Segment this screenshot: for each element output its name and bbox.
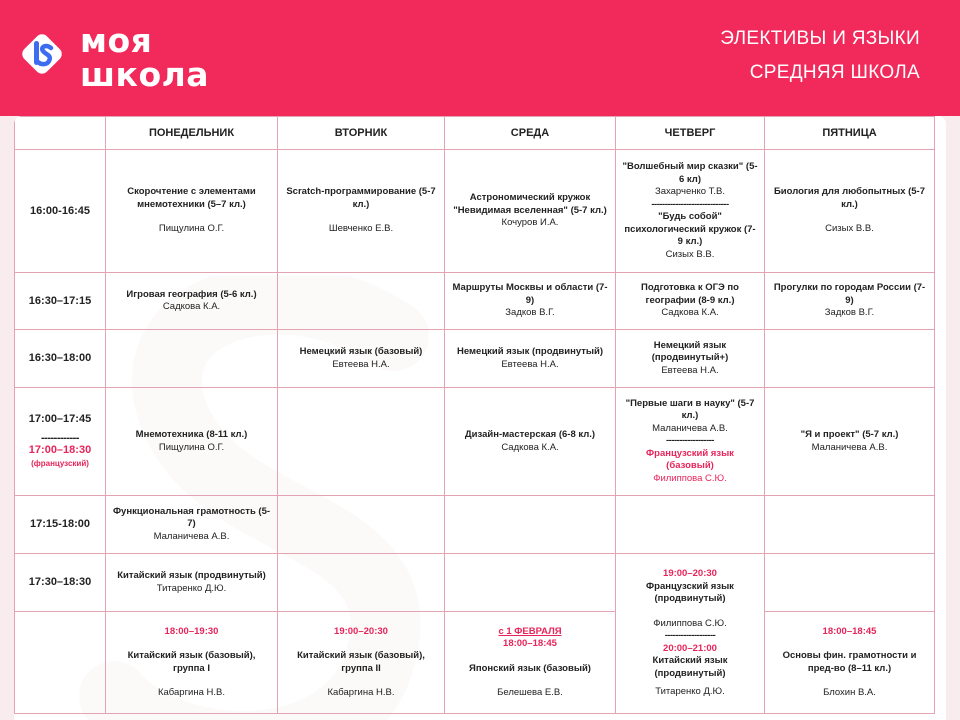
- time-slot: 16:30–17:15: [15, 273, 106, 330]
- schedule-cell: [765, 273, 935, 330]
- schedule-cell-empty: [278, 496, 445, 554]
- schedule-cell: [765, 388, 935, 496]
- teacher-name: Садкова К.А.: [501, 441, 559, 453]
- time-column-header: [15, 117, 106, 150]
- course-name: "Будь собой" психологический кружок (7-9 кл.): [624, 211, 756, 247]
- schedule-cell: [106, 273, 278, 330]
- brand-line-1: моя: [80, 21, 153, 60]
- schedule-cell: [106, 612, 278, 714]
- separator-line: ------------------: [666, 435, 714, 447]
- day-header-tuesday: ВТОРНИК: [278, 117, 445, 150]
- teacher-name: Евтеева Н.А.: [501, 358, 559, 370]
- course-name: Японский язык (базовый): [469, 662, 591, 674]
- schedule-cell: [445, 612, 616, 714]
- table-header-row: [15, 117, 935, 150]
- course-name: Скорочтение с элементами мнемотехники (5–7 кл.): [127, 186, 256, 210]
- course-name: Китайский язык (базовый), группа I: [127, 650, 256, 674]
- course-time: 20:00–21:00: [663, 642, 717, 654]
- schedule-cell: [765, 150, 935, 273]
- time-separator: ------------: [41, 431, 79, 444]
- separator-line: -----------------------------: [651, 198, 729, 210]
- table-row: [15, 388, 935, 496]
- course-name: Астрономический кружок "Невидимая вселенная" (5-7 кл.): [453, 192, 607, 216]
- day-header-friday: ПЯТНИЦА: [765, 117, 935, 150]
- time-slot-note: (французский): [31, 458, 89, 468]
- course-name: "Волшебный мир сказки" (5-6 кл): [622, 161, 758, 185]
- course-time: 18:00–19:30: [164, 625, 219, 637]
- schedule-card: [14, 116, 946, 720]
- schedule-cell-empty: [445, 496, 616, 554]
- schedule-table: [14, 116, 935, 714]
- schedule-cell: [445, 388, 616, 496]
- schedule-cell: [278, 612, 445, 714]
- course-name: Мнемотехника (8-11 кл.): [135, 429, 248, 440]
- course-name: Дизайн-мастерская (6-8 кл.): [464, 429, 596, 440]
- course-name: "Я и проект" (5-7 кл.): [800, 429, 899, 440]
- teacher-name: Филиппова С.Ю.: [653, 472, 727, 484]
- schedule-cell-empty: [765, 330, 935, 388]
- course-time: 18:00–18:45: [503, 638, 557, 649]
- time-slot: [15, 388, 106, 496]
- schedule-sheet: [0, 116, 960, 720]
- teacher-name: Евтеева Н.А.: [332, 358, 390, 370]
- separator-line: -------------------: [664, 630, 716, 642]
- teacher-name: Пищулина О.Г.: [158, 223, 225, 235]
- course-name: Немецкий язык (продвинутый+): [651, 339, 729, 364]
- course-start-date: с 1 ФЕВРАЛЯ: [498, 625, 562, 637]
- teacher-name: Титаренко Д.Ю.: [156, 582, 227, 594]
- course-name: Маршруты Москвы и области (7-9): [452, 282, 608, 306]
- teacher-name: Белешева Е.В.: [497, 687, 563, 698]
- teacher-name: Филиппова С.Ю.: [653, 617, 727, 629]
- teacher-name: Задков В.Г.: [505, 307, 555, 319]
- schedule-cell: [765, 612, 935, 714]
- course-name: Французский язык (базовый): [646, 447, 734, 472]
- teacher-name: Блохин В.А.: [823, 687, 876, 698]
- course-name: Функциональная грамотность (5-7): [112, 505, 271, 530]
- moya-shkola-logo-icon: [18, 30, 66, 78]
- time-slot: 17:15-18:00: [15, 496, 106, 554]
- table-row: [15, 554, 935, 612]
- schedule-cell-empty: [106, 330, 278, 388]
- brand-name: [80, 21, 210, 94]
- course-time: 19:00–20:30: [334, 625, 388, 637]
- teacher-name: Сизых В.В.: [665, 248, 715, 260]
- course-name: Немецкий язык (базовый): [299, 346, 423, 357]
- course-name: Прогулки по городам России (7-9): [773, 282, 926, 306]
- schedule-cell: [616, 150, 765, 273]
- schedule-cell-empty: [765, 554, 935, 612]
- teacher-name: Титаренко Д.Ю.: [655, 686, 725, 698]
- table-row: [15, 150, 935, 273]
- schedule-cell-empty: [445, 554, 616, 612]
- schedule-cell-empty: [278, 273, 445, 330]
- time-slot: 17:30–18:30: [15, 554, 106, 612]
- schedule-cell: [278, 150, 445, 273]
- schedule-cell: [106, 388, 278, 496]
- table-row: [15, 273, 935, 330]
- course-name: Немецкий язык (продвинутый): [456, 346, 604, 357]
- teacher-name: Маланичева А.В.: [811, 441, 888, 453]
- teacher-name: Маланичева А.В.: [153, 530, 230, 542]
- schedule-cell: [445, 273, 616, 330]
- schedule-cell: [278, 330, 445, 388]
- teacher-name: Маланичева А.В.: [652, 422, 728, 434]
- page-title: ЭЛЕКТИВЫ И ЯЗЫКИ: [720, 28, 920, 49]
- teacher-name: Кочуров И.А.: [501, 217, 559, 229]
- schedule-cell: [616, 273, 765, 330]
- schedule-cell: [106, 496, 278, 554]
- course-name: Основы фин. грамотности и пред-во (8–11 кл.): [782, 650, 917, 674]
- time-slot-alt: 17:00–18:30: [28, 444, 92, 456]
- course-name: Подготовка к ОГЭ по географии (8-9 кл.): [641, 282, 739, 306]
- time-slot: 16:00-16:45: [15, 150, 106, 273]
- table-row: [15, 496, 935, 554]
- course-name: Китайский язык (продвинутый): [117, 570, 266, 581]
- day-header-thursday: ЧЕТВЕРГ: [616, 117, 765, 150]
- teacher-name: Пищулина О.Г.: [158, 441, 225, 453]
- course-name: Французский язык (продвинутый): [646, 580, 734, 605]
- schedule-cell: [616, 388, 765, 496]
- course-name: "Первые шаги в науку" (5-7 кл.): [625, 397, 755, 422]
- course-time: 19:00–20:30: [663, 568, 717, 580]
- course-name: Scratch-программирование (5-7 кл.): [286, 186, 436, 210]
- schedule-cell-empty: [278, 388, 445, 496]
- schedule-cell-empty: [278, 554, 445, 612]
- schedule-cell: [445, 150, 616, 273]
- teacher-name: Кабаргина Н.В.: [327, 687, 395, 698]
- teacher-name: Евтеева Н.А.: [661, 364, 719, 376]
- course-time: 18:00–18:45: [822, 625, 877, 637]
- teacher-name: Кабаргина Н.В.: [157, 687, 226, 698]
- page-subtitle: СРЕДНЯЯ ШКОЛА: [749, 62, 920, 83]
- teacher-name: Сизых В.В.: [825, 223, 874, 235]
- table-row: [15, 330, 935, 388]
- teacher-name: Садкова К.А.: [661, 307, 719, 319]
- schedule-cell: [106, 554, 278, 612]
- brand-line-2: школа: [80, 55, 210, 94]
- teacher-name: Садкова К.А.: [162, 301, 221, 312]
- table-row: [15, 612, 935, 714]
- header-banner: [0, 0, 960, 116]
- schedule-cell-empty: [765, 496, 935, 554]
- time-slot-main: 17:00–17:45: [28, 413, 92, 425]
- schedule-cell: [445, 330, 616, 388]
- day-header-wednesday: СРЕДА: [445, 117, 616, 150]
- time-slot: 16:30–18:00: [15, 330, 106, 388]
- schedule-cell: [616, 330, 765, 388]
- teacher-name: Захарченко Т.В.: [654, 186, 726, 197]
- course-name: Китайский язык (базовый), группа II: [297, 650, 425, 674]
- schedule-cell: [616, 554, 765, 714]
- day-header-monday: ПОНЕДЕЛЬНИК: [106, 117, 278, 150]
- time-slot-empty: [15, 612, 106, 714]
- teacher-name: Шевченко Е.В.: [328, 223, 394, 235]
- course-name: Китайский язык (продвинутый): [652, 655, 728, 679]
- schedule-cell: [106, 150, 278, 273]
- course-name: Биология для любопытных (5-7 кл.): [773, 186, 926, 210]
- course-name: Игровая география (5-6 кл.): [126, 288, 257, 300]
- teacher-name: Задков В.Г.: [824, 307, 875, 319]
- schedule-cell-empty: [616, 496, 765, 554]
